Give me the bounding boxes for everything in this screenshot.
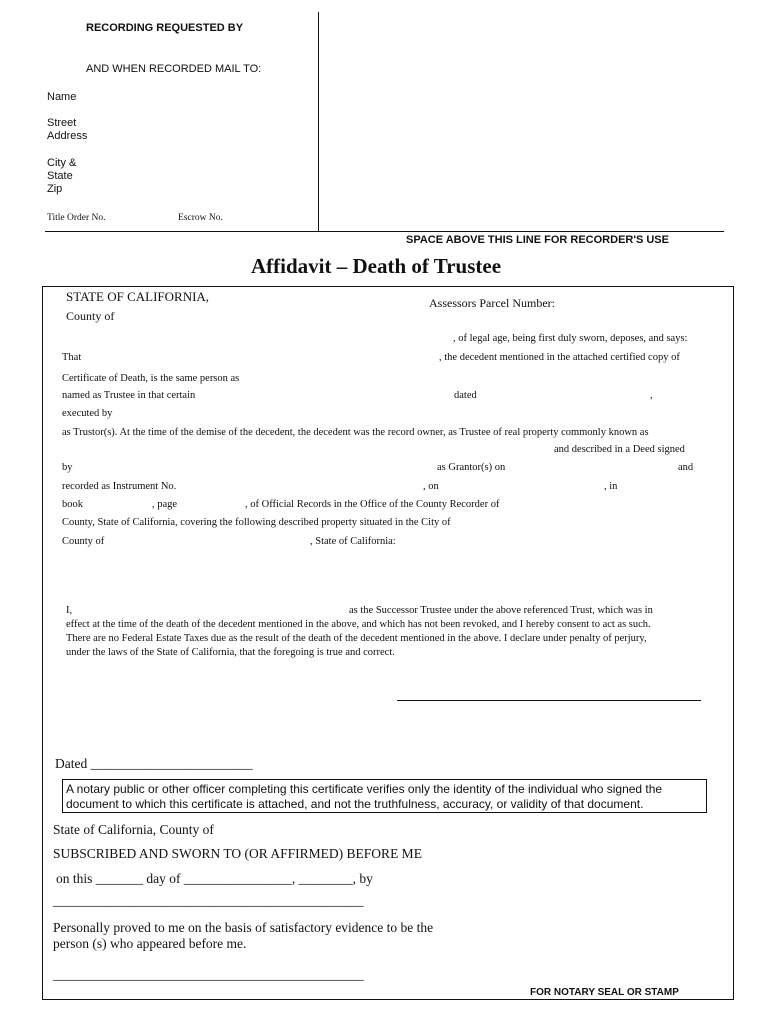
state-of-ca-text: , State of California: [310,536,396,547]
notary-state-county: State of California, County of [53,822,214,837]
i-label: I, [66,605,73,616]
as-trustor-text: as Trustor(s). At the time of the demise of the decedent, the decedent was the record owner, as Trustee of real property commonly known as [62,427,649,438]
book-label: book [62,499,83,510]
recorded-as-text: recorded as Instrument No. [62,481,177,492]
declaration-line-3: under the laws of the State of California, that the foregoing is true and correct. [66,647,395,658]
executed-by-label: executed by [62,408,113,419]
in-label: , in [604,481,618,492]
county-label: County of [66,309,115,323]
legal-age-text: , of legal age, being first duly sworn, deposes, and says: [453,333,688,344]
proved-line-1: Personally proved to me on the basis of satisfactory evidence to be the [53,920,434,935]
proved-line-2: person (s) who appeared before me. [53,936,247,951]
subscribed-text: SUBSCRIBED AND SWORN TO (OR AFFIRMED) BEFORE ME [53,846,422,861]
notary-seal-label: FOR NOTARY SEAL OR STAMP [530,987,679,998]
city-label-2: State [47,170,73,182]
official-records-text: , of Official Records in the Office of the County Recorder of [245,499,500,510]
escrow-label: Escrow No. [178,213,223,223]
document-title: Affidavit – Death of Trustee [251,254,502,278]
declaration-line-1: effect at the time of the death of the decedent mentioned in the above, and which has not been revoked, and I hereby consent to act as such. [66,619,651,630]
successor-text: as the Successor Trustee under the above referenced Trust, which was in [349,605,653,616]
recorder-use-label: SPACE ABOVE THIS LINE FOR RECORDER'S USE [406,234,669,246]
street-label-1: Street [47,117,77,129]
that-label: That [62,352,82,363]
title-order-label: Title Order No. [47,213,106,223]
dated-comma: , [650,390,653,401]
recording-requested-by: RECORDING REQUESTED BY [86,22,244,34]
city-label-1: City & [47,157,77,169]
city-label-3: Zip [47,183,63,195]
recorder-line [45,231,724,232]
signature-line [397,700,701,701]
street-label-2: Address [47,130,88,142]
notary-notice-line-2: document to which this certificate is attached, and not the truthfulness, accuracy, or validity of that document. [66,797,644,811]
decedent-text: , the decedent mentioned in the attached certified copy of [439,352,680,363]
mail-to-label: AND WHEN RECORDED MAIL TO: [86,63,262,75]
notary-notice-line-1: A notary public or other officer completing this certificate verifies only the identity of the individual who signed the [66,782,663,796]
on-label: , on [423,481,439,492]
declaration-line-2: There are no Federal Estate Taxes due as the result of the death of the decedent mentioned in the above. I declare under penalty of perjury, [66,633,647,644]
dated-line: Dated ________________________ [55,756,253,771]
and-label: and [678,462,694,473]
county-state-line: County, State of California, covering the following described property situated in the City of [62,517,451,528]
county-of-label: County of [62,536,105,547]
on-this-line: on this _______ day of ________________, ________, by [56,871,373,886]
name-label: Name [47,91,77,103]
page-label: , page [152,499,178,510]
dated-label: dated [454,390,477,401]
state-label: STATE OF CALIFORNIA, [66,289,210,304]
deed-signed-text: and described in a Deed signed [554,444,685,455]
certificate-text: Certificate of Death, is the same person as [62,373,240,384]
notary-signature-line-2: ______________________________________________ [53,967,364,982]
by-label: by [62,462,73,473]
named-trustee-text: named as Trustee in that certain [62,390,196,401]
grantor-text: as Grantor(s) on [437,462,506,473]
header-divider-vertical [318,12,319,232]
apn-label: Assessors Parcel Number: [429,296,555,310]
notary-signature-line-1: ______________________________________________ [53,893,364,908]
